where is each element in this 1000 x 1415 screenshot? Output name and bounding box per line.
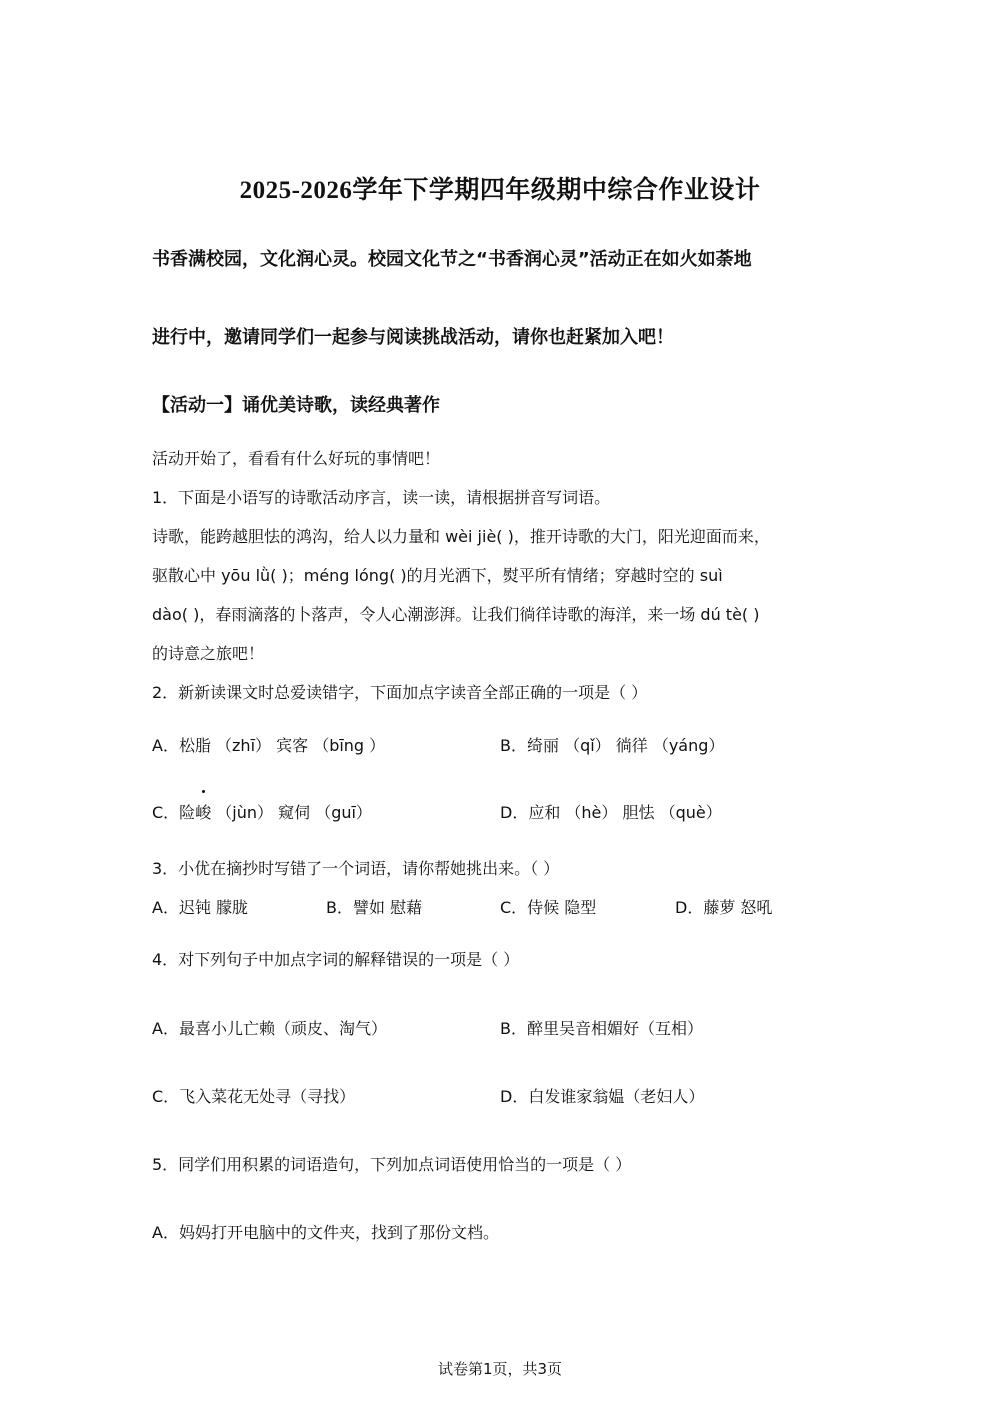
activity-1-heading: 【活动一】诵优美诗歌，读经典著作 <box>152 395 440 416</box>
question-4-option-b: B．醉里吴音相媚好（互相） <box>500 1019 703 1038</box>
question-1-line-4: 的诗意之旅吧！ <box>152 644 265 663</box>
emphasis-dot-char <box>195 800 211 823</box>
question-2-option-c-prefix: C．险 <box>152 803 196 822</box>
question-1-line-2: 驱散心中 yōu lǜ( )；méng lóng( )的月光洒下，熨平所有情绪；穿越时空的 suì <box>152 566 723 585</box>
question-1-line-1: 诗歌，能跨越胆怯的鸿沟，给人以力量和 wèi jiè( )，推开诗歌的大门，阳光迎面而来， <box>152 527 770 546</box>
question-5-stem: 5．同学们用积累的词语造句，下列加点词语使用恰当的一项是（ ） <box>152 1155 632 1174</box>
question-2-stem: 2．新新读课文时总爱读错字，下面加点字读音全部正确的一项是（ ） <box>152 683 648 702</box>
question-2-option-d: D．应和 （hè） 胆怯 （què） <box>500 803 722 822</box>
question-3-option-b: B．譬如 慰藉 <box>326 898 423 917</box>
question-3-stem: 3．小优在摘抄时写错了一个词语，请你帮她挑出来。（ ） <box>152 859 560 878</box>
question-3-option-d: D．藤萝 怒吼 <box>675 898 773 917</box>
activity-1-lead: 活动开始了，看看有什么好玩的事情吧！ <box>152 449 441 468</box>
question-4-stem: 4．对下列句子中加点字词的解释错误的一项是（ ） <box>152 950 520 969</box>
question-3-option-a: A．迟钝 朦胧 <box>152 898 249 917</box>
question-4-option-a: A．最喜小儿亡赖（顽皮、淘气） <box>152 1019 387 1038</box>
question-2-option-c <box>152 800 372 823</box>
question-5-option-a: A．妈妈打开电脑中的文件夹，找到了那份文档。 <box>152 1223 499 1242</box>
question-1-line-3: dào( )，春雨滴落的卜落声，令人心潮澎湃。让我们徜徉诗歌的海洋，来一场 dú tè( ) <box>152 605 760 624</box>
intro-line-2: 进行中，邀请同学们一起参与阅读挑战活动，请你也赶紧加入吧！ <box>152 327 674 348</box>
question-2-option-c-rest: （jùn） 窥伺 （guī） <box>211 803 372 822</box>
emphasis-dot-icon <box>202 790 205 793</box>
page-footer: 试卷第1页，共3页 <box>437 1360 563 1378</box>
question-4-option-c: C．飞入菜花无处寻（寻找） <box>152 1087 356 1106</box>
question-3-option-c: C．侍候 隐型 <box>500 898 597 917</box>
question-1-stem: 1．下面是小语写的诗歌活动序言，读一读，请根据拼音写词语。 <box>152 488 611 507</box>
question-2-option-c-marked: 峻 <box>195 803 212 822</box>
page-title: 2025-2026学年下学期四年级期中综合作业设计 <box>239 177 761 204</box>
question-4-option-d: D．白发谁家翁媪（老妇人） <box>500 1087 705 1106</box>
question-2-option-a: A．松脂 （zhī） 宾客 （bīng ） <box>152 736 386 755</box>
intro-line-1: 书香满校园，文化润心灵。校园文化节之“书香润心灵”活动正在如火如荼地 <box>152 249 752 270</box>
question-2-option-b: B．绮丽 （qǐ） 徜徉 （yáng） <box>500 736 725 755</box>
